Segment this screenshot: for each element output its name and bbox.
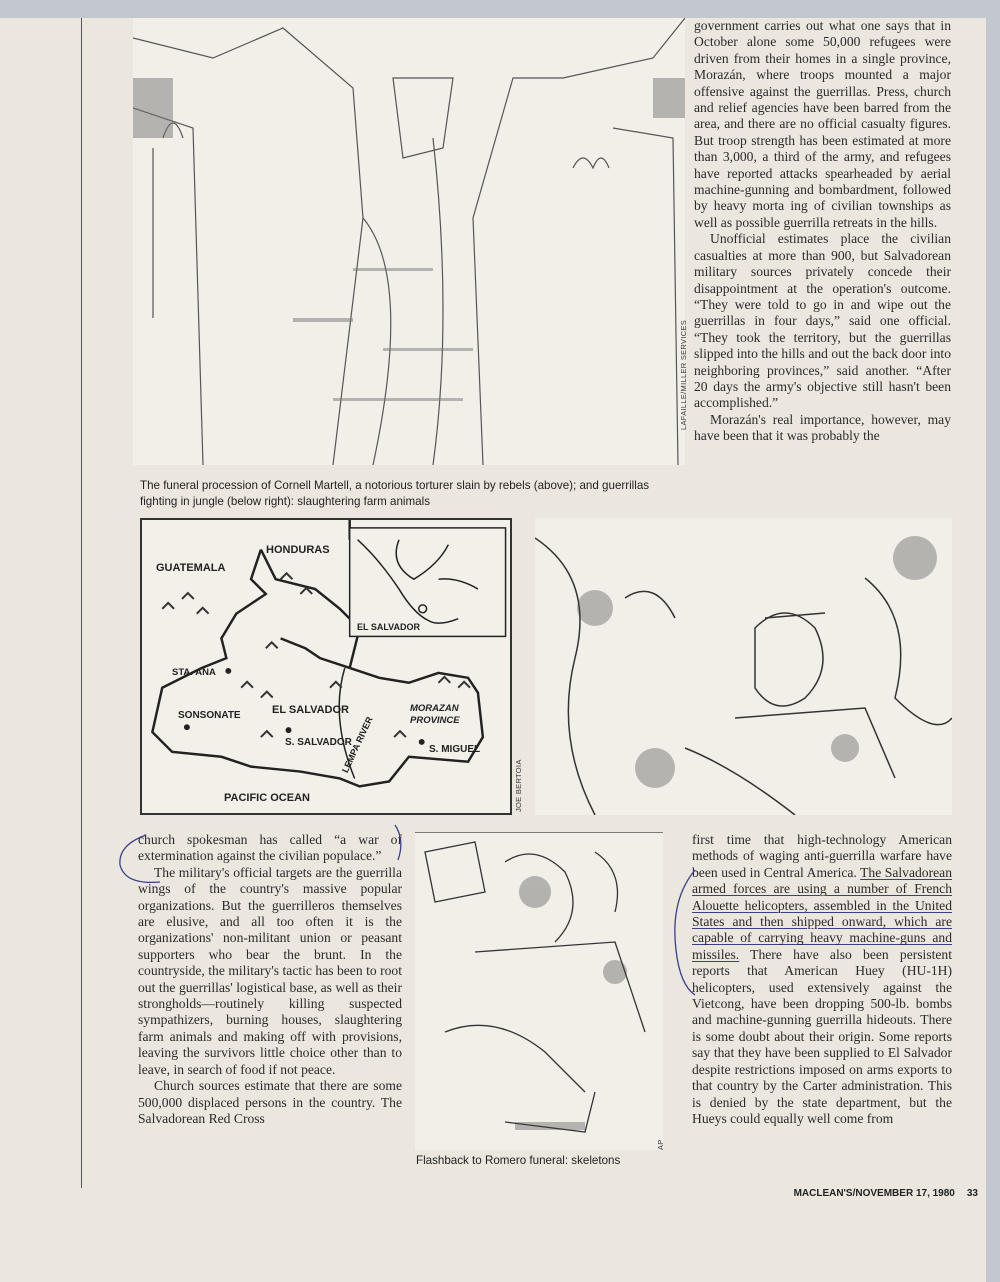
map-label-inset-el-salvador: EL SALVADOR: [357, 622, 421, 632]
map-label-guatemala: GUATEMALA: [156, 562, 226, 574]
map-label-s-salvador: S. SALVADOR: [285, 737, 352, 748]
paragraph: The military's official targets are the guerrilla wings of the country's massive popular organizations. But the guerrilleros themselves are elusive, and all too often it is the organizations' non-militant union or peasant supporters who bear the brunt. In the countryside, the military's tactic has been to root out the guerrillas' logistical base, as well as their strongholds—routinely killing suspected sympathizers, burning houses, slaughtering farm animals and making off with provisions, leaving the survivors little choice other than to leave, in search of food if not peace.: [138, 864, 402, 1077]
map-label-s-miguel: S. MIGUEL: [429, 744, 481, 755]
romero-funeral-photo: [415, 832, 663, 1150]
photo-credit: JOE BERTOIA: [514, 759, 523, 812]
photo-caption-bottom: Flashback to Romero funeral: skeletons: [416, 1154, 621, 1167]
paragraph: government carries out what one says that in October alone some 50,000 refugees were driven from their homes in a single province, Morazán, where troops mounted a major offensive against the guerrillas. Press, church and relief agencies have been barred from the area, and there are no official casualty figures. But troop strength has been estimated at more than 3,000, a third of the army, and refugees have reported attacks spearheaded by aerial machine-gunning and bombardment, followed by heavy morta ing of civilian townships as well as possible guerrilla retreats in the hills.: [694, 18, 951, 230]
guerrillas-jungle-photo: [535, 518, 952, 815]
pen-underlined-text: The Salvadorean armed forces are using a number of French Alouette helicopters, assembled in the United States and then shipped onward, which are capable of carrying heavy machine-guns and missiles.: [692, 864, 952, 962]
map-label-sta-ana: STA. ANA: [172, 667, 216, 678]
map-label-lempa-river: LEMPA RIVER: [340, 715, 375, 775]
article-column-right-top: [694, 18, 951, 445]
paragraph: Church sources estimate that there are some 500,000 displaced persons in the country. The Salvadorean Red Cross: [138, 1078, 402, 1126]
paragraph: Morazán's real importance, however, may have been that it was probably the: [694, 411, 951, 444]
map-label-honduras: HONDURAS: [266, 544, 330, 556]
column-rule: [81, 18, 82, 1188]
article-column-right-bottom: [692, 832, 952, 1127]
text: There have also been persistent reports that American Huey (HU-1H) helicopters, used extensively against the Vietcong, have been dropping 500-lb. bombs and machine-gunning guerrilla hideouts. There is some doubt about their origin. Some reports say that they have been supplied to El Salvador despite restrictions imposed on arms exports to that country by the Carter administration. This is denied by the state department, but the Hueys could equally well come from: [692, 946, 952, 1126]
footer-source: MACLEAN'S/NOVEMBER 17, 1980: [793, 1188, 955, 1199]
paragraph: church spokesman has called “a war of extermination against the civilian populace.”: [138, 832, 402, 864]
article-column-left-bottom: [138, 832, 402, 1127]
el-salvador-map: [140, 518, 512, 815]
text: first time that high-technology American methods of waging anti-guerrilla warfare have been used in Central America.: [692, 832, 952, 880]
page-number: 33: [966, 1188, 978, 1199]
map-label-sonsonate: SONSONATE: [178, 710, 241, 721]
photo-credit: AP: [656, 1139, 665, 1150]
photo-caption-top: The funeral procession of Cornell Martell, a notorious torturer slain by rebels (above); and guerrillas fighting in jungle (below right): slaughtering farm animals: [140, 479, 650, 508]
paragraph: Unofficial estimates place the civilian casualties at more than 900, but Salvadorean military sources privately concede their disappointment at the operation's outcome. “They were told to go in and wipe out the guerrillas in four days,” said one official. “They took the territory, but the guerrillas slipped into the hills and out the back door into neighboring provinces,” said another. “After 20 days the army's objective still hasn't been accomplished.”: [694, 231, 951, 411]
map-label-el-salvador: EL SALVADOR: [272, 704, 350, 716]
page-footer: [782, 1188, 978, 1199]
map-label-pacific-ocean: PACIFIC OCEAN: [224, 792, 310, 804]
funeral-procession-photo: [133, 18, 685, 465]
photo-credit: LAFAILLE/MILLER SERVICES: [679, 319, 688, 430]
map-label-morazan-province: MORAZAN PROVINCE: [410, 703, 460, 726]
